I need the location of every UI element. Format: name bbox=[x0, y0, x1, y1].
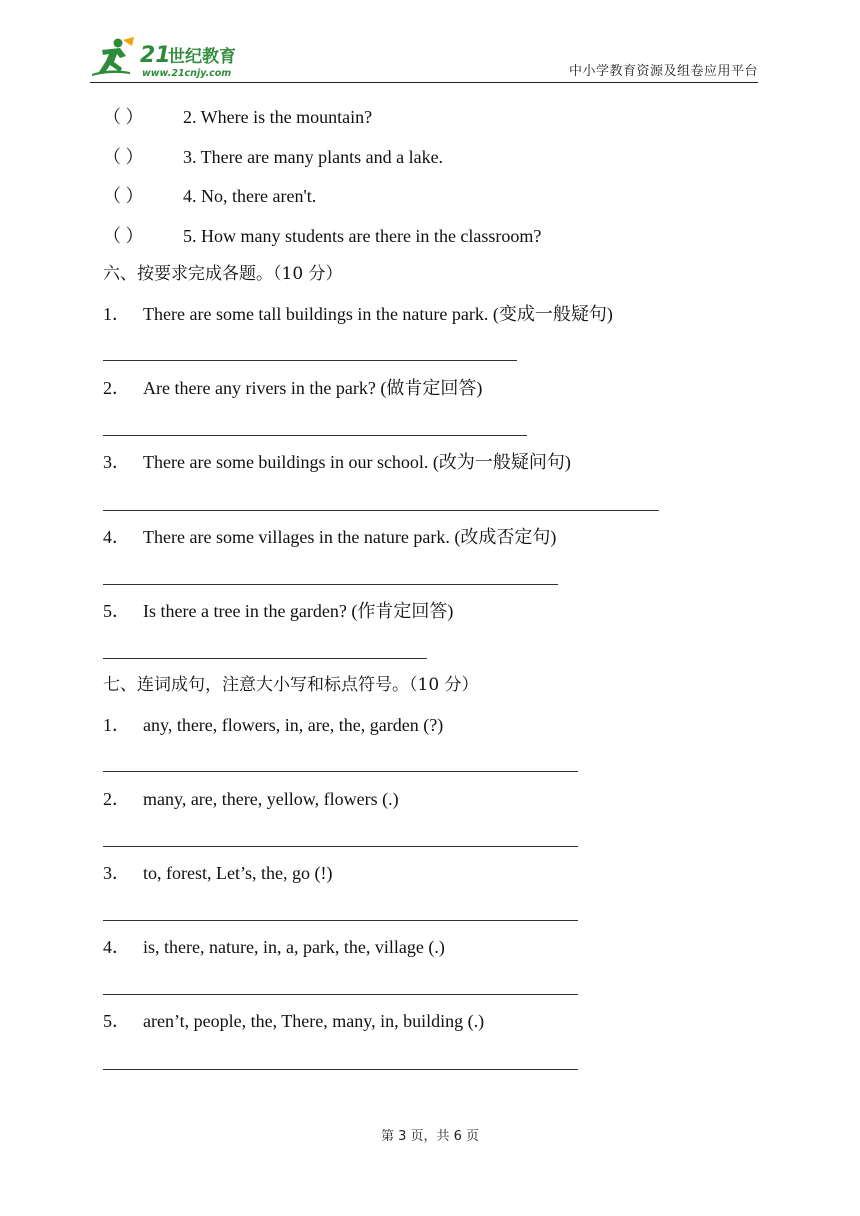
answer-line bbox=[103, 658, 427, 659]
answer-bracket: （ ） bbox=[103, 147, 144, 167]
question-item bbox=[103, 1009, 484, 1033]
list-item bbox=[103, 184, 316, 208]
list-item bbox=[103, 145, 443, 169]
question-number: 4． bbox=[103, 527, 130, 547]
item-text: 3. There are many plants and a lake. bbox=[183, 147, 444, 167]
page-footer: 第 3 页，共 6 页 bbox=[380, 1129, 480, 1144]
question-text: There are some tall buildings in the nature park. (变成一般疑句) bbox=[143, 304, 613, 324]
site-name: 中小学教育资源及组卷应用平台 bbox=[568, 64, 758, 79]
question-number: 5． bbox=[103, 1011, 130, 1031]
answer-bracket: （ ） bbox=[103, 186, 144, 206]
item-text: 2. Where is the mountain? bbox=[183, 107, 373, 127]
answer-bracket: （ ） bbox=[103, 107, 144, 127]
question-text: There are some buildings in our school. (改为一般疑问句) bbox=[143, 452, 571, 472]
section-title: 七、连词成句，注意大小写和标点符号。（10 分） bbox=[103, 675, 479, 695]
question-number: 5． bbox=[103, 601, 130, 621]
question-item bbox=[103, 525, 556, 549]
item-text: 4. No, there aren't. bbox=[183, 186, 317, 206]
answer-line bbox=[103, 771, 578, 772]
question-item bbox=[103, 302, 613, 326]
list-item bbox=[103, 224, 541, 248]
question-text: any, there, flowers, in, are, the, garden (?) bbox=[143, 715, 444, 735]
question-number: 3． bbox=[103, 863, 130, 883]
question-item bbox=[103, 450, 571, 474]
answer-line bbox=[103, 360, 517, 361]
question-text: aren’t, people, the, There, many, in, building (.) bbox=[143, 1011, 485, 1031]
question-text: many, are, there, yellow, flowers (.) bbox=[143, 789, 399, 809]
question-number: 4． bbox=[103, 937, 130, 957]
answer-line bbox=[103, 510, 659, 511]
list-item bbox=[103, 105, 372, 129]
answer-line bbox=[103, 994, 578, 995]
svg-text:世纪教育: 世纪教育 bbox=[168, 47, 236, 67]
question-item bbox=[103, 861, 332, 885]
question-text: Are there any rivers in the park? (做肯定回答) bbox=[143, 378, 483, 398]
answer-line bbox=[103, 846, 578, 847]
answer-line bbox=[103, 435, 527, 436]
question-text: There are some villages in the nature park. (改成否定句) bbox=[143, 527, 557, 547]
question-item bbox=[103, 787, 399, 811]
section-title: 六、按要求完成各题。（10 分） bbox=[103, 264, 343, 284]
question-item bbox=[103, 376, 482, 400]
page-header bbox=[90, 30, 758, 83]
item-text: 5. How many students are there in the classroom? bbox=[183, 226, 542, 246]
question-text: Is there a tree in the garden? (作肯定回答) bbox=[143, 601, 454, 621]
question-number: 2． bbox=[103, 789, 130, 809]
answer-bracket: （ ） bbox=[103, 226, 144, 246]
question-text: to, forest, Let’s, the, go (!) bbox=[143, 863, 333, 883]
question-text: is, there, nature, in, a, park, the, village (.) bbox=[143, 937, 445, 957]
question-item bbox=[103, 713, 443, 737]
svg-text:21: 21 bbox=[140, 43, 171, 68]
logo-21cnjy bbox=[90, 34, 260, 80]
answer-line bbox=[103, 1069, 578, 1070]
question-number: 1． bbox=[103, 715, 130, 735]
question-item bbox=[103, 599, 453, 623]
answer-line bbox=[103, 584, 558, 585]
svg-text:www.21cnjy.com: www.21cnjy.com bbox=[142, 68, 232, 79]
question-number: 1． bbox=[103, 304, 130, 324]
question-number: 3． bbox=[103, 452, 130, 472]
answer-line bbox=[103, 920, 578, 921]
question-item bbox=[103, 935, 445, 959]
question-number: 2． bbox=[103, 378, 130, 398]
